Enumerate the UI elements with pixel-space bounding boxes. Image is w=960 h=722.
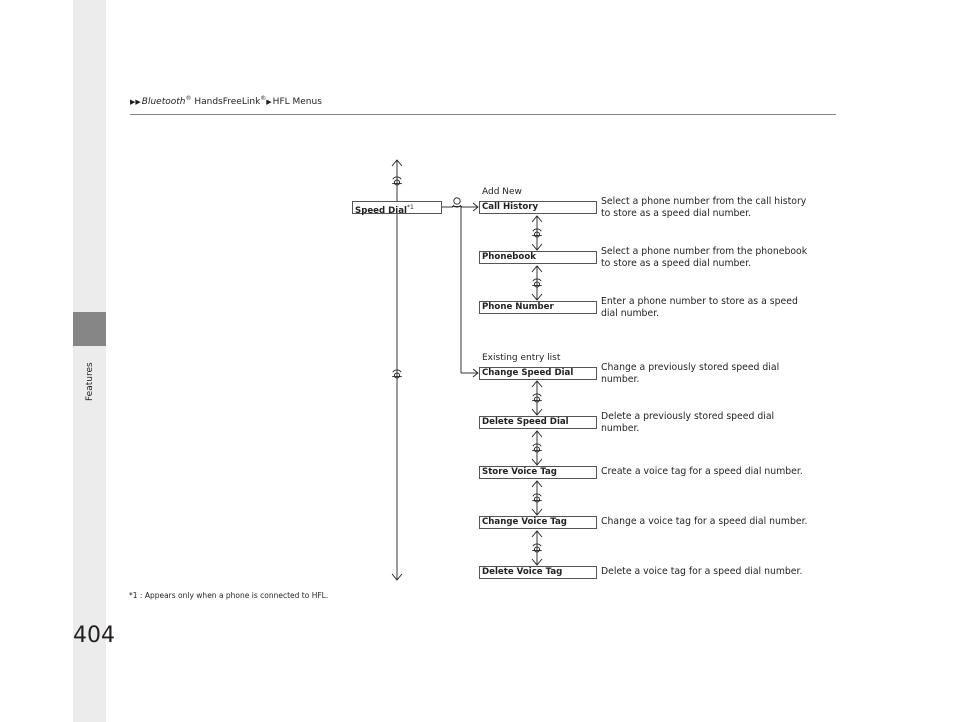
- breadcrumb-arrow-icon: ▶▶: [130, 98, 141, 106]
- description-change-speed-dial: Change a previously stored speed dial number.: [601, 362, 780, 385]
- description-delete-speed-dial: Delete a previously stored speed dial number.: [601, 411, 775, 434]
- section-label: Features: [85, 362, 95, 402]
- menu-item-phonebook[interactable]: Phonebook: [479, 251, 597, 264]
- description-change-voice-tag: Change a voice tag for a speed dial number.: [601, 516, 808, 527]
- breadcrumb: ▶▶Bluetooth® HandsFreeLink®▶HFL Menus: [130, 95, 322, 107]
- group-caption-existing-entry-list: Existing entry list: [482, 353, 561, 363]
- breadcrumb-item-bluetooth: Bluetooth: [141, 97, 186, 107]
- menu-item-phone-number[interactable]: Phone Number: [479, 301, 597, 314]
- group-caption-add-new: Add New: [482, 187, 522, 197]
- description-phonebook: Select a phone number from the phonebook to store as a speed dial number.: [601, 246, 808, 269]
- page-number: 404: [73, 623, 115, 648]
- description-store-voice-tag: Create a voice tag for a speed dial number.: [601, 466, 803, 477]
- description-call-history: Select a phone number from the call history to store as a speed dial number.: [601, 196, 807, 219]
- selector-knob-press-icon: [452, 198, 462, 207]
- footnote-marker: *1: [406, 204, 414, 211]
- menu-item-store-voice-tag[interactable]: Store Voice Tag: [479, 466, 597, 479]
- menu-item-change-voice-tag[interactable]: Change Voice Tag: [479, 516, 597, 529]
- breadcrumb-item-handsfreelink: HandsFreeLink: [194, 97, 261, 107]
- branch-connector: [440, 203, 478, 377]
- menu-item-speed-dial[interactable]: Speed Dial$^{*1}$: [352, 201, 442, 214]
- description-delete-voice-tag: Delete a voice tag for a speed dial number.: [601, 566, 803, 577]
- menu-item-delete-speed-dial[interactable]: Delete Speed Dial: [479, 416, 597, 429]
- breadcrumb-arrow-icon: ▶: [266, 98, 272, 106]
- breadcrumb-item-hfl-menus: HFL Menus: [272, 97, 322, 107]
- description-phone-number: Enter a phone number to store as a speed dial number.: [601, 296, 798, 319]
- menu-item-call-history[interactable]: Call History: [479, 201, 597, 214]
- menu-item-change-speed-dial[interactable]: Change Speed Dial: [479, 367, 597, 380]
- menu-item-delete-voice-tag[interactable]: Delete Voice Tag: [479, 566, 597, 579]
- footnote: *1 : Appears only when a phone is connected to HFL.: [129, 591, 329, 600]
